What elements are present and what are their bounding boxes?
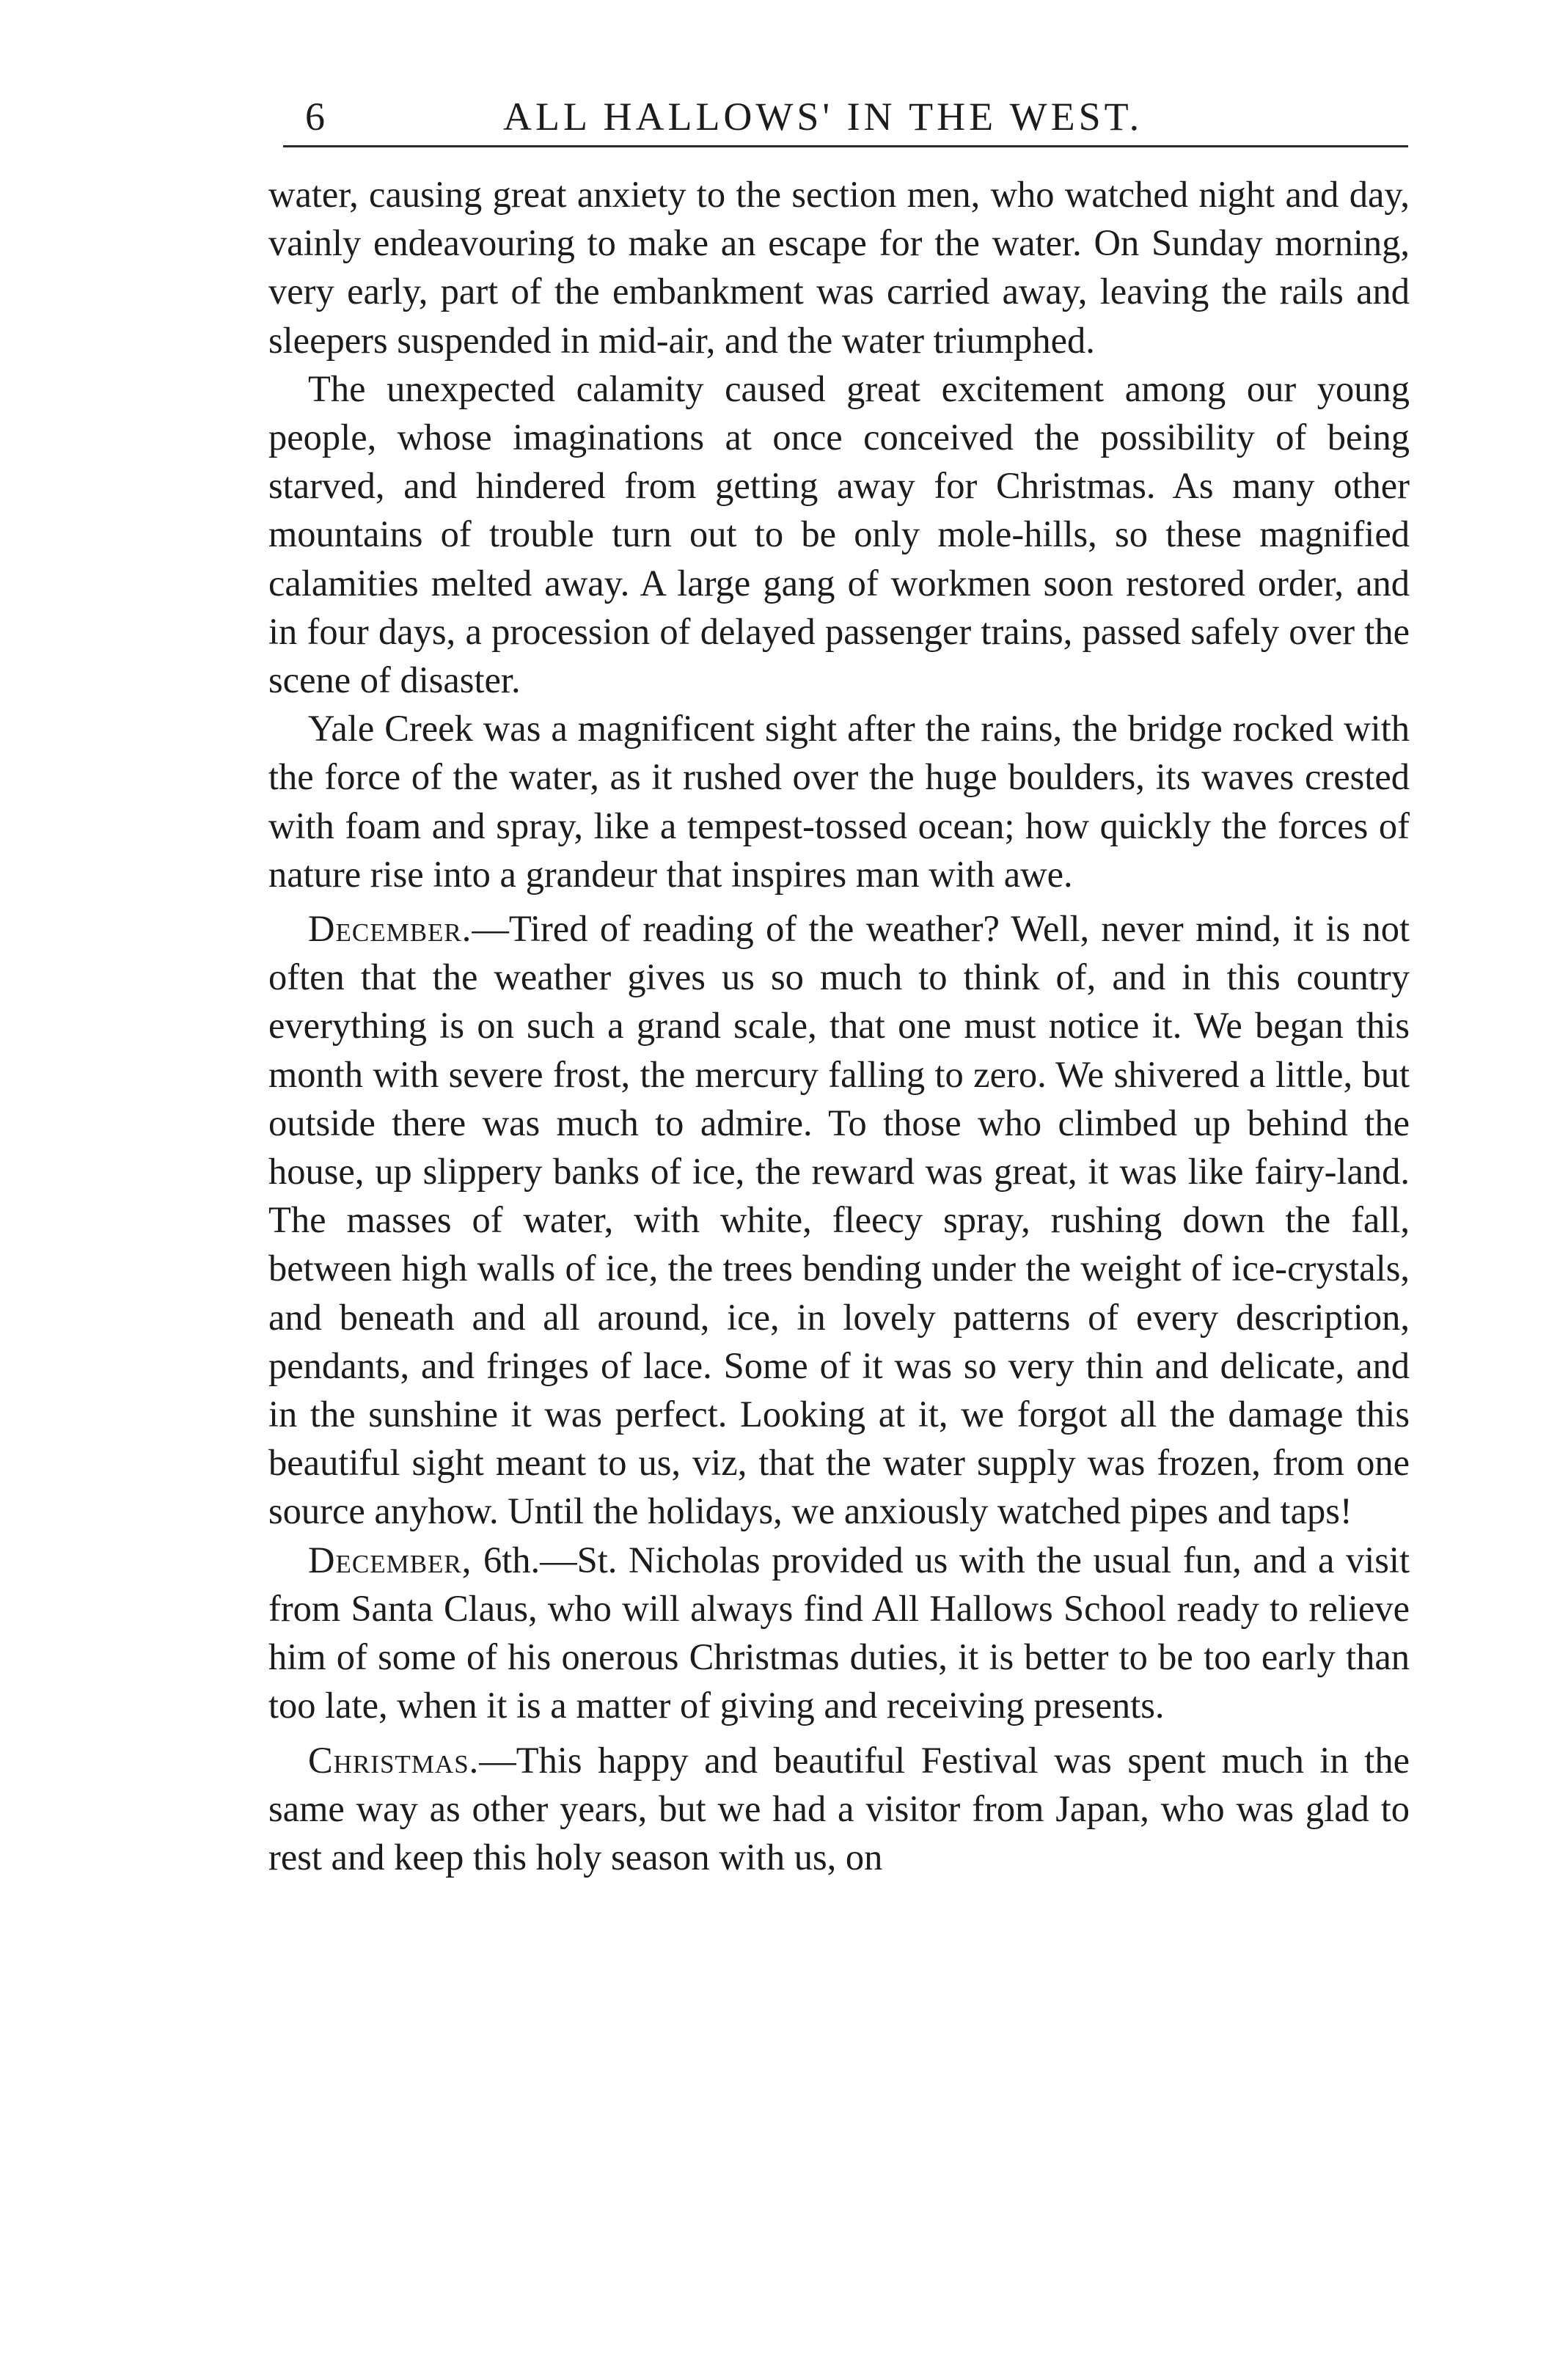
- paragraph-yale-creek: Yale Creek was a magnificent sight after the rains, the bridge rocked with the force of the water, as it rushed over the huge boulders, its waves crested with foam and spray, like a tempest-tossed ocean; how quickly the forces of nature rise into a grandeur that inspires man with awe.: [268, 708, 1410, 895]
- paragraph-christmas: [268, 1736, 1410, 1882]
- running-title: ALL HALLOWS' IN THE WEST.: [503, 95, 1143, 139]
- body-text: [268, 170, 1410, 1881]
- paragraph-december-6th-text: 6th.—St. Nicholas provided us with the usual fun, and a visit from Santa Claus, who will always find All Hallows School ready to relieve him of some of his onerous Christmas duties, it is better to be too early than too late, when it is a matter of giving and receiving presents.: [268, 1539, 1410, 1727]
- section-heading-december-6th: December,: [308, 1539, 472, 1581]
- paragraph-calamity: The unexpected calamity caused great excitement among our young people, whose imaginations at once conceived the possibility of being starved, and hindered from getting away for Christmas. As many other mountains of trouble turn out to be only mole-hills, so these magnified calamities melted away. A large gang of workmen soon restored order, and in four days, a procession of delayed passenger trains, passed safely over the scene of disaster.: [268, 367, 1410, 701]
- paragraph-december-6th: [268, 1536, 1410, 1730]
- running-header: [283, 89, 1408, 147]
- paragraph-december-text: —Tired of reading of the weather? Well, never mind, it is not often that the weather gives us so much to think of, and in this country everything is on such a grand scale, that one must notice it. We began this month with severe frost, the mercury falling to zero. We shivered a little, but outside there was much to admire. To those who climbed up behind the house, up slippery banks of ice, the reward was great, it was like fairy-land. The masses of water, with white, fleecy spray, rushing down the fall, between high walls of ice, the trees bending under the weight of ice-crystals, and beneath and all around, ice, in lovely patterns of every description, pendants, and fringes of lace. Some of it was so very thin and delicate, and in the sunshine it was perfect. Looking at it, we forgot all the damage this beautiful sight meant to us, viz, that the water supply was frozen, from one source anyhow. Until the holidays, we anxiously watched pipes and taps!: [268, 908, 1410, 1532]
- page-number: 6: [305, 95, 326, 139]
- paragraph-christmas-text: —This happy and beautiful Festival was spent much in the same way as other years, but we had a visitor from Japan, who was glad to rest and keep this holy season with us, on: [268, 1739, 1410, 1878]
- paragraph-december: [268, 904, 1410, 1536]
- section-heading-christmas: Christmas.: [308, 1739, 480, 1781]
- paragraph-continued: water, causing great anxiety to the section men, who watched night and day, vainly endeavouring to make an escape for the water. On Sunday morning, very early, part of the embankment was carried away, leaving the rails and sleepers suspended in mid-air, and the water triumphed.: [268, 174, 1410, 361]
- section-heading-december: December.: [308, 908, 472, 950]
